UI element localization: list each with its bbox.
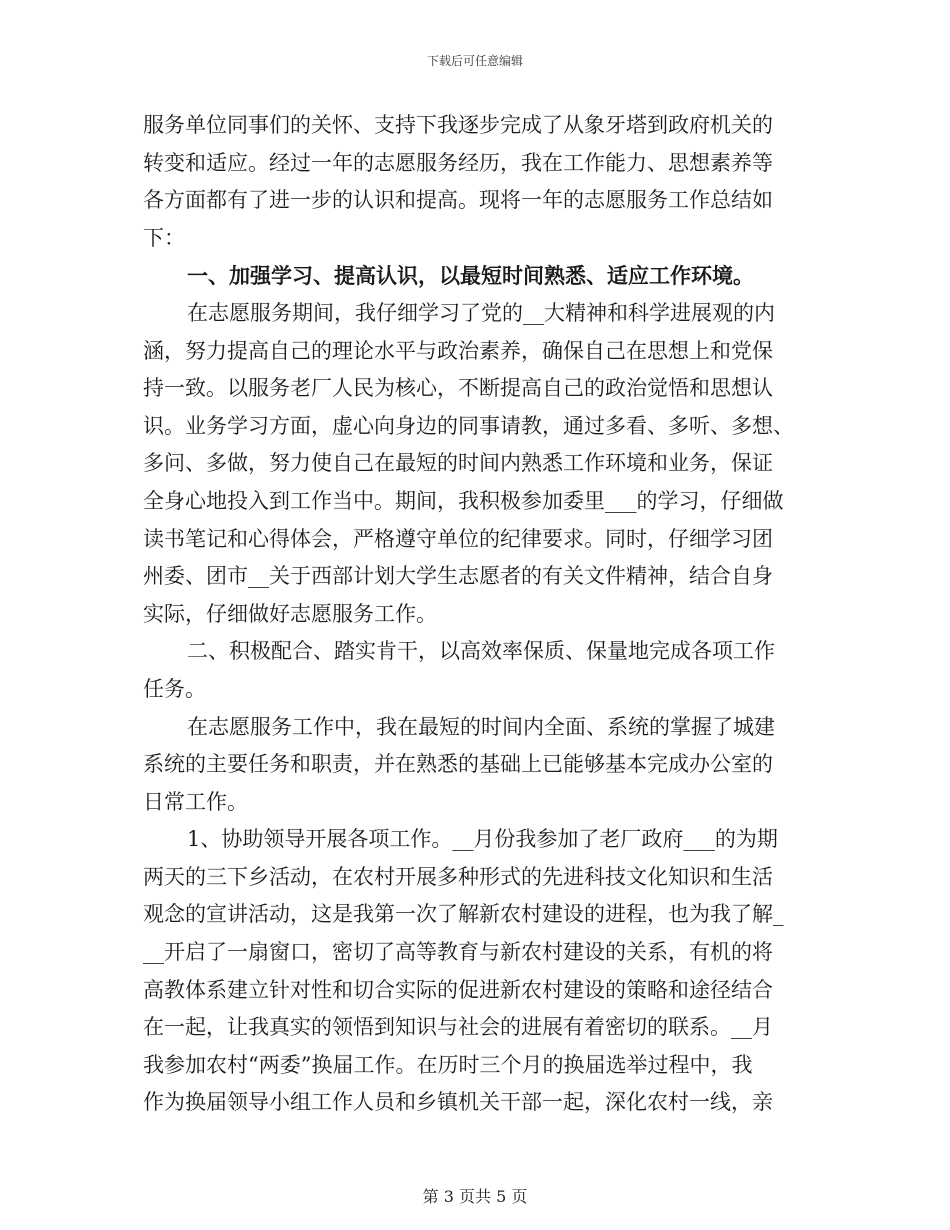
text-line: 日常工作。 bbox=[143, 789, 248, 814]
text-line: 全身心地投入到工作当中。期间，我积极参加委里___的学习，仔细做 bbox=[143, 488, 784, 513]
text-line: 在志愿服务工作中，我在最短的时间内全面、系统的掌握了城建 bbox=[187, 714, 775, 739]
text-line: 多问、多做，努力使自己在最短的时间内熟悉工作环境和业务，保证 bbox=[143, 451, 773, 476]
text-line: 观念的宣讲活动，这是我第一次了解新农村建设的进程，也为我了解_ bbox=[143, 902, 784, 927]
text-line: 识。业务学习方面，虚心向身边的同事请教，通过多看、多听、多想、 bbox=[143, 413, 794, 438]
text-line: 下： bbox=[143, 225, 185, 250]
text-line: 持一致。以服务老厂人民为核心，不断提高自己的政治觉悟和思想认 bbox=[143, 376, 773, 401]
text-line: 两天的三下乡活动，在农村开展多种形式的先进科技文化知识和生活 bbox=[143, 864, 773, 889]
text-line: 在志愿服务期间，我仔细学习了党的__大精神和科学进展观的内 bbox=[187, 300, 775, 325]
text-line: 服务单位同事们的关怀、支持下我逐步完成了从象牙塔到政府机关的 bbox=[143, 113, 773, 137]
text-line: 1、协助领导开展各项工作。__月份我参加了老厂政府___的为期 bbox=[187, 827, 778, 852]
text-line: 实际，仔细做好志愿服务工作。 bbox=[143, 601, 437, 626]
section-heading-line: 一、加强学习、提高认识，以最短时间熟悉、适应工作环境。 bbox=[187, 263, 754, 289]
page-footer: 第 3 页共 5 页 bbox=[422, 1187, 528, 1206]
text-line: 各方面都有了进一步的认识和提高。现将一年的志愿服务工作总结如 bbox=[143, 188, 773, 213]
text-line: 州委、团市__关于西部计划大学生志愿者的有关文件精神，结合自身 bbox=[143, 564, 773, 589]
text-line: 我参加农村“两委”换届工作。在历时三个月的换届选举过程中，我 bbox=[143, 1052, 753, 1077]
page-header: 下载后可任意编辑 bbox=[426, 54, 523, 68]
text-line: 高教体系建立针对性和切合实际的促进新农村建设的策略和途径结合 bbox=[143, 977, 773, 1002]
text-line: 涵，努力提高自己的理论水平与政治素养，确保自己在思想上和党保 bbox=[143, 338, 773, 363]
text-line: 任务。 bbox=[143, 676, 206, 701]
text-line: 系统的主要任务和职责，并在熟悉的基础上已能够基本完成办公室的 bbox=[143, 752, 773, 777]
document-body bbox=[143, 107, 808, 1122]
text-line: 在一起，让我真实的领悟到知识与社会的进展有着密切的联系。__月 bbox=[143, 1015, 773, 1040]
text-line: __开启了一扇窗口，密切了高等教育与新农村建设的关系，有机的将 bbox=[143, 940, 773, 965]
text-line: 作为换届领导小组工作人员和乡镇机关干部一起，深化农村一线，亲 bbox=[143, 1090, 773, 1115]
text-line: 读书笔记和心得体会，严格遵守单位的纪律要求。同时，仔细学习团 bbox=[143, 526, 773, 551]
text-line: 转变和适应。经过一年的志愿服务经历，我在工作能力、思想素养等 bbox=[143, 150, 773, 175]
text-line: 二、积极配合、踏实肯干，以高效率保质、保量地完成各项工作 bbox=[187, 639, 775, 664]
